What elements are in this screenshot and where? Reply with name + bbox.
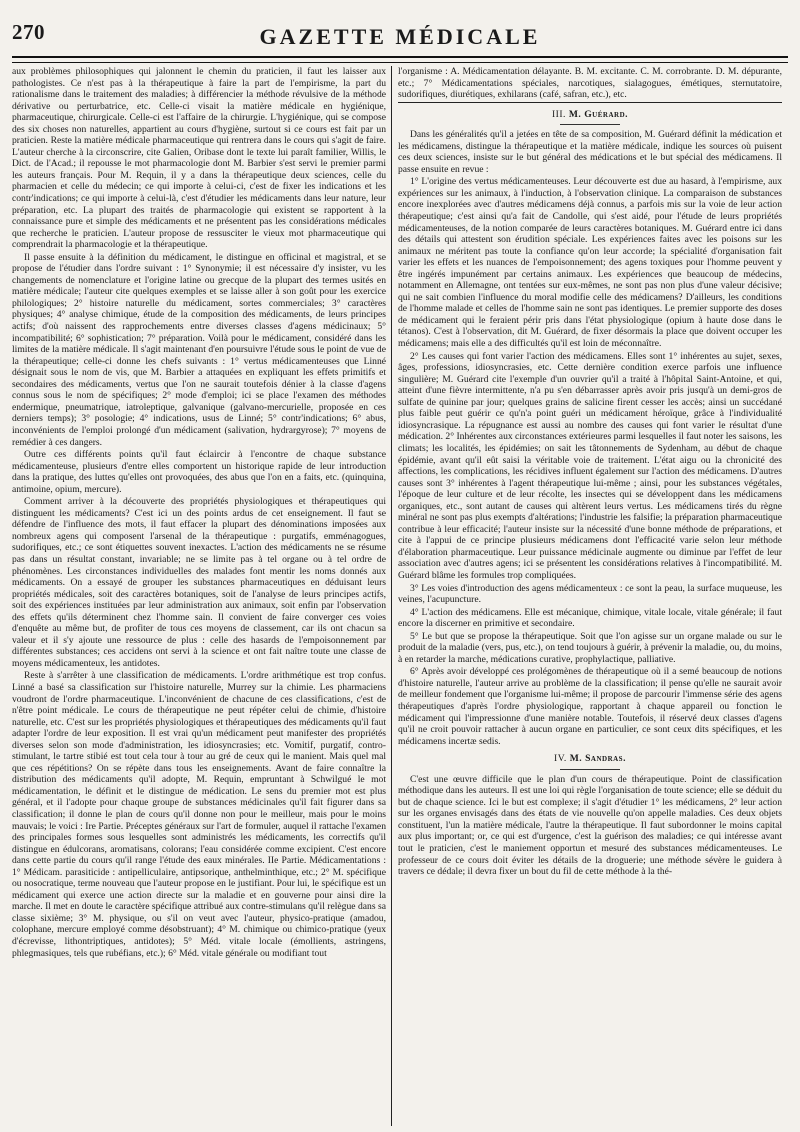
header-rule xyxy=(12,56,788,63)
paragraph: 1° L'origine des vertus médicamenteuses. Leur découverte est due au hasard, à l'empirisme, aux expériences sur les animaux, à l'induction, à l'observation clinique. La comparaison de substances encore inexplorées avec d'autres médicamens déjà connus, a parfois mis sur la voie de leur action thérapeutique; c'est ainsi qu'a fait de Candolle, qui s'est aidé, pour l'étude de leurs propriétés médicamenteuses, de la notion comparée de leurs caractères botaniques. M. Guérard entre ici dans des détails qui attestent son érudition spéciale. Les expériences faites avec les poisons sur les animaux ne méritent pas toute la confiance qu'on leur accorde; la spécialité d'organisation fait varier les effets et les nuances de l'empoisonnement; des agens toxiques pour l'homme peuvent y être ingérés impunément par certains animaux. Les expériences que beaucoup de médecins, notamment en Allemagne, ont tentées sur eux-mêmes, ne sont pas non plus d'une valeur décisive; qui ne sait combien l'influence du moral modifie celle des médicamens? D'ailleurs, les conditions de l'homme malade et celles de l'homme sain ne sont pas identiques. Le premier supporte des doses de médicament qui le feraient périr pris dans l'état physiologique (opium à haute dose dans le tétanos). C'est à l'observation, dit M. Guérard, de fixer désormais la place que doivent occuper les médicamens; mais elle a des difficultés qu'il est loin de méconnaître. xyxy=(398,176,782,350)
column-divider xyxy=(391,66,392,1126)
paragraph: Il passe ensuite à la définition du médicament, le distingue en officinal et magistral, et se propose de l'étudier dans l'ordre suivant : 1° Synonymie; il est nécessaire d'y insister, vu les changements de nomenclature et l'origine latine ou grecque de la plupart des termes usités en matière médicale; l'auteur cite quelques exemples et se laisse aller à son goût pour les exercice philologiques; 2° histoire naturelle du médicament, sortes commerciales; 3° caractères physiques; 4° analyse chimique, étude de la composition des médicaments, de leurs principes actifs; d'où naissent des rapprochements entre diverses classes d'agens médicinaux; 5° incompatibilité; 6° sophistication; 7° préparation. Voilà pour le médicament, considéré dans les limites de la matière médicale. Il s'agit maintenant d'en poursuivre l'étude sous le point de vue de la thérapeutique; celle-ci donne les chefs suivants : 1° vertus médicamenteuses que Linné désignait sous le nom de vis, que M. Barbier a attaquées en expliquant les effets primitifs et secondaires des médicaments, vertus que l'on ne saurait toutefois dénier à la classe d'agens connus sous le nom de spécifiques; 2° mode d'emploi; ici se place l'examen des méthodes endermique, pneumatrique, iatroleptique, galvanique (galvano-mercurielle, proposée en ces derniers temps); 3° posologie; 4° indications, usus de Linné; 5° contr'indications; 6° abus, inconvénients de l'emploi prolongé d'un médicament (salivation, hydrargyrose); 7° moyens de remédier à ces dangers. xyxy=(12,251,386,448)
section-rule-short xyxy=(560,769,620,770)
paragraph: 6° Après avoir développé ces prolégomènes de thérapeutique où il a semé beaucoup de notions d'histoire naturelle, l'auteur arrive au problème de la classification; il pense qu'elle ne saurait avoir de meilleur fondement que l'organisme lui-même; il propose de parcourir l'immense série des agens thérapeutiques d'après l'ordre physiologique, rapportant à chaque appareil ou fonction le médicament qui l'impressionne d'une manière notable. Toutefois, il réservé deux classes d'agens qu'il ne croit pouvoir rattacher à aucun organe en particulier, ce sont ceux dits spécifiques, et les médicamens incertæ sedis. xyxy=(398,666,782,747)
section-heading-iii xyxy=(398,109,782,121)
paragraph: Reste à s'arrêter à une classification de médicaments. L'ordre arithmétique est trop confus. Linné a basé sa classification sur l'histoire naturelle, Murrey sur la chimie. Les pharmaciens voudront de l'ordre pharmaceutique. L'inconvénient de chacune de ces classifications, c'est de n'être point médicale. Le cours de thérapeutique ne peut répéter celui de chimie, d'histoire naturelle, etc. C'est sur les propriétés physiologiques et thérapeutiques des médicaments qu'il faut adapter l'ordre de leur exposition. Il est vrai qu'un médicament peut manifester des propriétés diverses selon son mode d'administration, les idiosyncrasies; etc. Vomitif, purgatif, contro-stimulant, le tartre stibié est tout cela tour à tour au gré de ceux qui le manient. Mais quel mal que ces répétitions? On se répète dans tous les enseignements. Avant de faire connaître la distribution des médicaments qu'il adopte, M. Requin, empruntant à Schwilgué le mot médicamentation, le définit et le distingue de médication. Le sens du premier mot est plus général, et il l'adopte pour chaque groupe de substances médicinales qu'il fait figurer dans sa classification; il donne le plan de cours qu'il donne non pour le meilleur, mais pour le moins mauvais; le voici : Ire Partie. Préceptes généraux sur l'art de formuler, auquel il rattache l'examen des principales formes sous lesquelles sont administrés les médicaments, les correctifs qu'il distingue en édulcorans, aromatisans, colorans; l'eau considérée comme excipient. C'est encore dans cette partie du cours qu'il range l'étude des eaux minérales. IIe Partie. Médicamentations : 1° Médicam. parasiticide : antipelliculaire, antipsorique, anthelminthique, etc.; 2° M. spécifique ou nosocratique, terme nouveau que l'auteur propose en le justifiant. Pour lui, le spécifique est un médicament qui exerce une action directe sur la maladie et en gouverne pour ainsi dire la marche. Il met en doute le caractère spécifique attribué aux contre-stimulans qu'il relègue dans sa classe sixième; 3° M. physique, ou s'il on veut avec l'auteur, physico-pratique (amadou, colophane, mercure employé comme désobstruant); 4° M. chimique ou chimico-pratique (yeux d'écrevisse, lithontriptiques, antidotes); 5° Méd. vitale locale (émollients, astringens, phlegmasiques, tels que rubéfians, etc.); 6° Méd. vitale générale ou modifiant tout xyxy=(12,670,386,959)
paragraph: Comment arriver à la découverte des propriétés physiologiques et thérapeutiques qui distinguent les médicaments? C'est ici un des points ardus de cet enseignement. Il faut se défendre de l'influence des mots, il faut effacer la plupart des dénominations imposées aux nombreux agens qui composent l'arsenal de la thérapeutique : purgatifs, emménagogues, sudorifiques, etc.; ce sont étiquettes souvent inexactes. L'action des médicaments ne se résume pas dans un résultat constant, invariable; ne se limite pas à tel organe ou à tel ordre de phénomènes. Les circonstances individuelles des malades font mentir les noms donnés aux médicaments. On a essayé de grouper les substances pharmaceutiques en déduisant leurs propriétés médicales, soit des caractères botaniques, soit de l'analyse de leurs principes actifs, soit des expériences instituées par leur administration aux animaux, soit enfin par l'observation des effets qu'ils déterminent chez l'homme sain. Il convient de faire converger ces voies d'enquête au même but, de profiter de tous ces moyens de classement, car ils ont chacun sa valeur et il s'y ajoute une ressource de plus : celle des hasards de l'empoisonnement par différentes substances; ces accidens ont servi à la science et ont fait naître toute une classe de moyens médicamenteux, les antidotes. xyxy=(12,496,386,669)
left-column xyxy=(12,66,386,1126)
page-number: 270 xyxy=(12,20,45,44)
section-rule xyxy=(398,102,782,103)
section-author: M. Sandras. xyxy=(569,753,626,765)
section-rule-short xyxy=(560,124,620,125)
section-author: M. Guérard. xyxy=(568,108,629,120)
journal-title: GAZETTE MÉDICALE xyxy=(259,24,541,49)
paragraph: l'organisme : A. Médicamentation délayante. B. M. excitante. C. M. corrobrante. D. M. dépurante, etc.; 7° Médicamentations spéciales, narcotiques, sialagogues, émétiques, sternutatoire, sudorifiques, diurétiques, exhilarans (café, safran, etc.), etc. xyxy=(398,66,782,101)
paragraph: Dans les généralités qu'il a jetées en tête de sa composition, M. Guérard définit la médication et les médicamens, distingue la thérapeutique et la matière médicale, indique les sources où puisent ces deux sciences, insiste sur le but général des médications et le but spécial des médicamens. Il passe ensuite en revue : xyxy=(398,129,782,175)
paragraph: Outre ces différents points qu'il faut éclaircir à l'encontre de chaque substance médicamenteuse, plusieurs d'entre elles comportent un historique rapide de leur introduction dans la pratique, des luttes qu'elles ont provoquées, des abus que l'on en a faits, etc. (quinquina, antimoine, opium, mercure). xyxy=(12,449,386,495)
paragraph: aux problèmes philosophiques qui jalonnent le chemin du praticien, il faut les laisser aux pathologistes. Ce n'est pas à la thérapeutique à faire la part de l'empirisme, la part du rationalisme dans le traitement des maladies; à différencier la méthode révulsive de la méthode dérivative ou perturbatrice, etc. Celle-ci visait la matière médicale en hygiénique, pharmaceutique, chirurgicale. Celle-ci est l'affaire de la chirurgie. L'hygiénique, qui se compose des six choses non naturelles, appartient au cours d'hygiène, surtout si ce cours est fait par un praticien. Reste la matière médicale pharmaceutique qui rentrera dans le cours qui s'agit de faire. L'auteur cherche à la circonscrire, cite Galien, Oribase dont le texte lui paraît familier, Willis, le Dict. de l'Acad.; il repousse le mot pharmacologie dont M. Barbier s'est servi le premier parmi les auteurs français. Pour M. Requin, il y a dans la thérapeutique deux sciences, celle du pharmacien et celle du médecin; ce qui importe à celui-ci, c'est de fixer les indications et les contr'indications; ce qui importe à celui-là, c'est d'étudier les médicaments dans leur nature, leur préparation, etc. La plupart des traités de pharmacologie qui existent se rapportent à la connaissance pure et simple des médicaments et ne présentent pas les considérations médicales que recherche le praticien. L'auteur propose de ressusciter le vieux mot pharmaceutique qui comprendrait la pharmacologie et la thérapeutique. xyxy=(12,66,386,251)
paragraph: 2° Les causes qui font varier l'action des médicamens. Elles sont 1° inhérentes au sujet, sexes, âges, professions, idiosyncrasies, etc. Cette dernière condition exerce parfois une influence singulière; M. Guérard cite l'exemple d'un ouvrier qu'il a traité à l'hôpital Saint-Antoine, et qui, atteint d'une fièvre intermittente, n'a pu s'en débarrasser après avoir pris jusqu'à un demi-gros de sulfate de quinine par jour; quelques grains de salicine firent cesser les accès; ainsi un succédané plus faible peut guérir ce qu'n'a point guéri un médicament héroïque, grâce à l'individualité idiosyncrasique. La répugnance est aussi au nombre des causes qui font varier le résultat d'une médication. 2° Inhérentes aux circonstances extérieures parmi lesquelles il faut noter les saisons, les climats; les localités, les épidémies; on sait les tâtonnements de Sydenham, au début de chaque épidémie, avant qu'il eût saisi la véritable voie de traitement. L'état aigu ou la chronicité des affections, les complications, les récidives influent également sur l'action des médicamens. D'autres causes sont 3° inhérentes à l'agent thérapeutique lui-même ; ainsi, pour les substances végétales, l'époque de leur culture et de leur récolte, les insectes qui se développent dans les médicamens organiques, etc., sont autant de causes qui altèrent leurs vertus. Les médicamens tirés du règne minéral ne sont pas plus exempts d'altérations; l'industrie les falsifie; la préparation pharmaceutique contribue à leur efficacité; l'auteur insiste sur la nécessité d'une bonne méthode de préparations, et cite à l'appui de ce principe plusieurs médicamens dont l'efficacité varie selon leur méthode d'élaboration pharmaceutique. Leur puissance médicinale augmente ou diminue par l'effet de leur association avec d'autres agens; ici se présentent les considérations relatives à l'incompatibilité. M. Guérard blâme les formules trop compliquées. xyxy=(398,350,782,581)
paragraph: 5° Le but que se propose la thérapeutique. Soit que l'on agisse sur un organe malade ou sur le produit de la maladie (vers, pus, etc.), on tend toujours à guérir, à prévenir la maladie, ou, du moins, à en retarder la marche, médications curative, prophylactique, palliative. xyxy=(398,630,782,665)
right-column xyxy=(398,66,782,1126)
paragraph: 3° Les voies d'introduction des agens médicamenteux : ce sont la peau, la surface muqueuse, les veines, l'acupuncture. xyxy=(398,582,782,606)
paragraph: C'est une œuvre difficile que le plan d'un cours de thérapeutique. Point de classification méthodique dans les auteurs. Il est une loi qui règle l'organisation de toute science; elle se déduit du but de chaque science. Ici le but est complexe; il s'agit d'étudier 1° les médicamens, 2° leur action sur les organes envisagés dans des états de vie nouvelle qu'on appelle maladies. Ces deux objets constituent, l'un la matière médicale, l'autre la thérapeutique. Il faut subordonner le moins capital aux plus important; or, ce qui est d'urgence, c'est la guérison des maladies; ce qui intéresse avant tout le praticien, c'est le maniement opportun et mesuré des substances médicamenteuses. Le professeur de ce cours doit éviter les détails de la droguerie; une méthode sévère le guidera à travers ce dédale; il devra fixer un bout du fil de cette méthode à la thé- xyxy=(398,773,782,878)
section-numeral: III. xyxy=(551,108,566,120)
section-heading-iv xyxy=(398,753,782,765)
paragraph: 4° L'action des médicamens. Elle est mécanique, chimique, vitale locale, vitale générale; il faut encore la discerner en primitive et secondaire. xyxy=(398,606,782,630)
page-header xyxy=(0,0,800,68)
section-numeral: IV. xyxy=(554,753,567,765)
